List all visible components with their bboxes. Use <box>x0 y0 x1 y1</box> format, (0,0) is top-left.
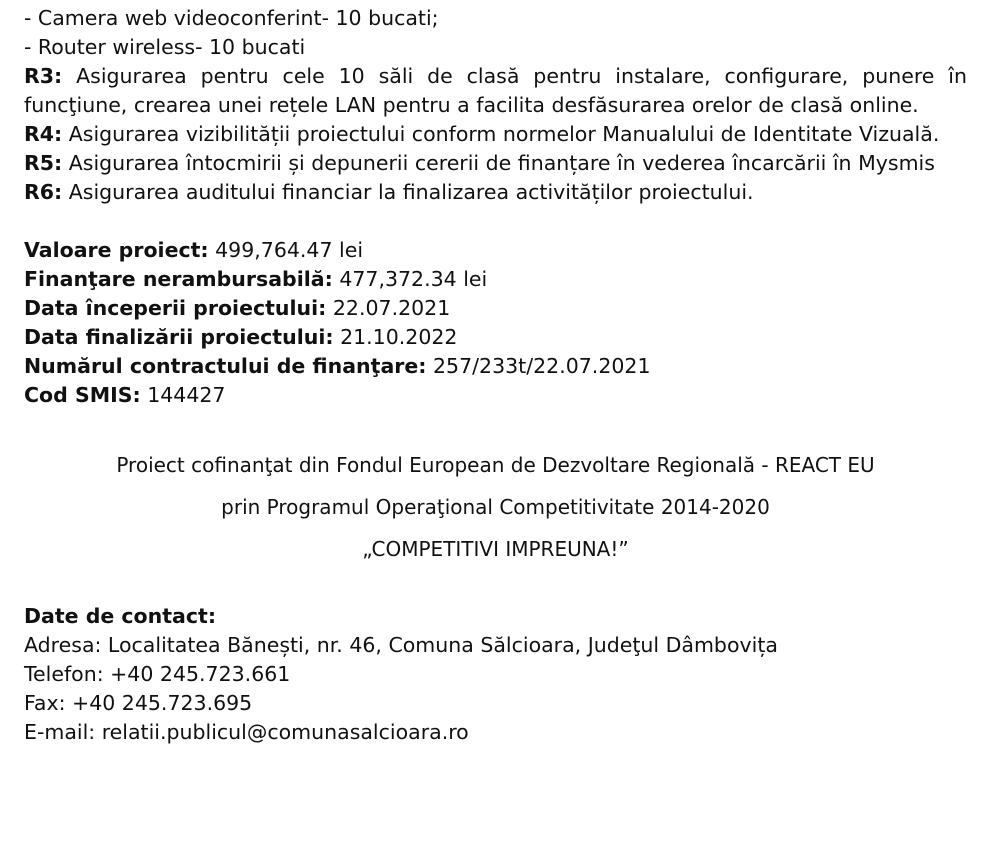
info-label: Finanţare nerambursabilă: <box>24 267 333 291</box>
spacer <box>24 207 967 236</box>
result-text: Asigurarea vizibilității proiectului conform normelor Manualului de Identitate Vizuală. <box>62 122 940 146</box>
contact-address: Adresa: Localitatea Bănești, nr. 46, Comuna Sălcioara, Judeţul Dâmbovița <box>24 633 778 657</box>
info-label: Numărul contractului de finanţare: <box>24 354 427 378</box>
spacer <box>24 570 967 602</box>
info-label: Valoare proiect: <box>24 238 209 262</box>
cofinance-line-program: prin Programul Operaţional Competitivitate 2014-2020 <box>221 495 770 519</box>
result-r4 <box>24 120 967 149</box>
info-value: 144427 <box>140 383 226 407</box>
project-contract-number <box>24 352 967 381</box>
info-value: 499,764.47 lei <box>208 238 364 262</box>
result-r5 <box>24 149 967 178</box>
result-text: Asigurarea întocmirii și depunerii cererii de finanțare în vederea încarcării în Mysmis <box>62 151 935 175</box>
result-text: Asigurarea auditului financiar la finalizarea activităților proiectului. <box>62 180 754 204</box>
info-label: Cod SMIS: <box>24 383 141 407</box>
contact-email: E-mail: relatii.publicul@comunasalcioara.ro <box>24 720 469 744</box>
info-value: 477,372.34 lei <box>332 267 488 291</box>
result-label: R4: <box>24 122 63 146</box>
info-label: Data începerii proiectului: <box>24 296 327 320</box>
result-text: Asigurarea pentru cele 10 săli de clasă pentru instalare, configurare, punere în funcţiune, crearea unei rețele LAN pentru a facilita desfăsurarea orelor de clasă online. <box>24 64 967 117</box>
cofinance-line-fund: Proiect cofinanţat din Fondul European de Dezvoltare Regională - REACT EU <box>116 453 875 477</box>
contact-heading: Date de contact: <box>24 604 217 628</box>
project-start-date <box>24 294 967 323</box>
document-body <box>24 4 967 747</box>
result-r3 <box>24 62 967 120</box>
equipment-item-webcam: - Camera web videoconferint- 10 bucati; <box>24 6 439 30</box>
project-end-date <box>24 323 967 352</box>
result-r6 <box>24 178 967 207</box>
result-label: R6: <box>24 180 63 204</box>
info-value: 22.07.2021 <box>326 296 451 320</box>
result-label: R5: <box>24 151 63 175</box>
contact-phone: Telefon: +40 245.723.661 <box>24 662 291 686</box>
info-value: 21.10.2022 <box>333 325 458 349</box>
info-label: Data finalizării proiectului: <box>24 325 334 349</box>
equipment-item-router: - Router wireless- 10 bucati <box>24 35 306 59</box>
cofinance-line-slogan: „COMPETITIVI IMPREUNA!” <box>362 537 629 561</box>
cofinance-statement <box>24 444 967 570</box>
project-smis-code <box>24 381 967 410</box>
project-value <box>24 236 967 265</box>
info-value: 257/233t/22.07.2021 <box>426 354 651 378</box>
project-nonrefundable-financing <box>24 265 967 294</box>
contact-fax: Fax: +40 245.723.695 <box>24 691 253 715</box>
result-label: R3: <box>24 64 63 88</box>
